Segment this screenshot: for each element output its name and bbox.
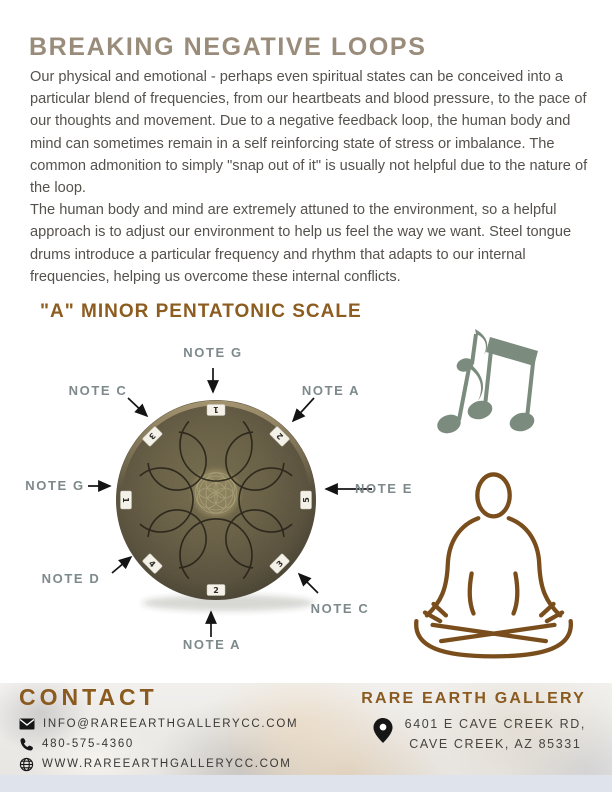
note-label-left: NOTE G [25,478,85,493]
contact-email-row [19,714,298,734]
page-title: BREAKING NEGATIVE LOOPS [29,33,427,61]
sticker-number: 2 [274,430,286,442]
meditation-person-icon [399,463,589,663]
note-label-right: NOTE E [355,481,413,496]
sticker-number: 3 [146,430,158,442]
note-label-bottom: NOTE A [182,637,242,652]
address-lines [405,714,586,754]
location-pin-icon [373,718,393,750]
note-label-upper-right: NOTE A [301,383,361,398]
contact-website-row [19,754,298,774]
gallery-name: RARE EARTH GALLERY [361,690,586,707]
sticker-number: 5 [302,497,311,503]
phone-icon [19,737,34,752]
sticker-number: 3 [274,558,286,570]
globe-icon [19,757,34,772]
address-line-1: 6401 E CAVE CREEK RD, [404,717,586,731]
note-label-top: NOTE G [183,345,243,360]
gallery-block [326,690,586,754]
address-line-2: CAVE CREEK, AZ 85331 [409,737,582,751]
sticker-number: 2 [213,586,219,595]
sticker-number: 4 [146,558,158,570]
note-label-lower-left: NOTE D [41,571,101,586]
footer-band [0,683,612,775]
contact-phone-row [19,734,298,754]
sticker-number: 1 [213,405,219,414]
gallery-address [326,714,586,754]
music-notes-icon [428,324,546,446]
envelope-icon [19,718,35,730]
intro-paragraph-2: The human body and mind are extremely attuned to the environment, so a helpful approach is to adjust our environment to help us feel the way we want. Steel tongue drums introduce a particular frequency and rhythm that adapts to our internal frequencies, helping us overcome these internal conflicts. [30,202,572,285]
scale-heading: "A" MINOR PENTATONIC SCALE [40,301,362,322]
intro-text [30,66,605,288]
intro-paragraph-1: Our physical and emotional - perhaps even spiritual states can be conceived into a particular blend of frequencies, from our heartbeats and blood pressure, to the pace of our thoughts and movement. Due to a negative feedback loop, the human body and mind can sometimes remain in a self reinforcing state of stress or imbalance. The common admonition to simply "snap out of it" is usually not helpful due to the nature of the loop. [30,69,588,197]
contact-heading: CONTACT [19,684,158,710]
contact-website: WWW.RAREEARTHGALLERYCC.COM [42,758,292,770]
note-label-lower-right: NOTE C [310,601,370,616]
contact-block [19,684,298,774]
contact-email: INFO@RAREEARTHGALLERYCC.COM [43,718,299,730]
bottom-strip [0,775,612,792]
note-label-upper-left: NOTE C [68,383,128,398]
contact-phone: 480-575-4360 [42,738,135,750]
sticker-number: 1 [121,497,130,503]
steel-tongue-drum [116,400,316,600]
